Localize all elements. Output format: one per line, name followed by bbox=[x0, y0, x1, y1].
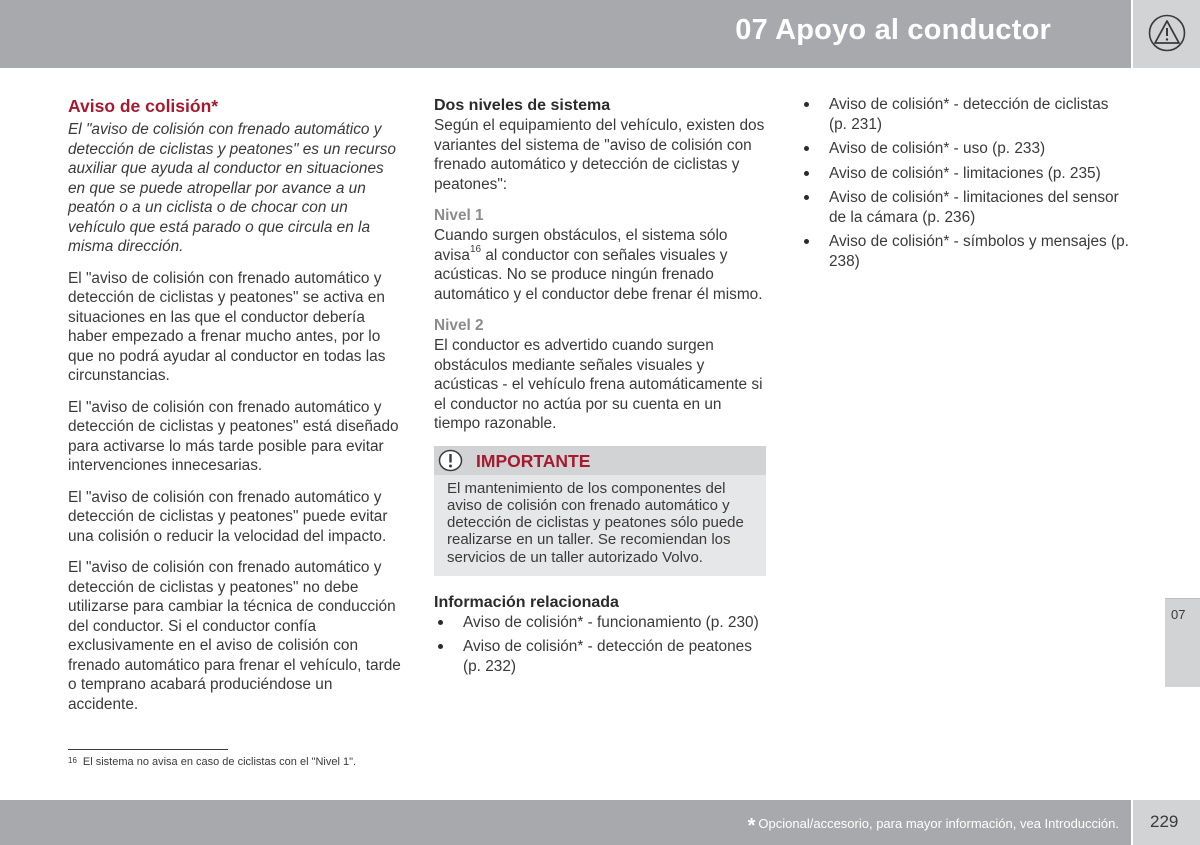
intro-paragraph: El "aviso de colisión con frenado automático y detección de ciclistas y peatones" es un recurso auxiliar que ayuda al conductor en situaciones en que se puede atropellar por avance a un peatón o a un ciclista o de chocar con un vehículo que está parado o que circula en la misma dirección. bbox=[68, 121, 396, 255]
page-number-box bbox=[1133, 800, 1200, 845]
related-list bbox=[434, 613, 766, 677]
column-left bbox=[68, 95, 403, 726]
paragraph: El "aviso de colisión con frenado automático y detección de ciclistas y peatones" no debe utilizarse para cambiar la técnica de conducción del conductor. Si el conductor confía exclusivamente en el aviso de colisión con frenado automático para frenar el vehículo, tarde o temprano acabará produciéndose un accidente. bbox=[68, 559, 401, 713]
important-text: El mantenimiento de los componentes del aviso de colisión con frenado automático y detección de ciclistas y peatones sólo puede realizarse en un taller. Se recomiendan los servicios de un taller autorizado Volvo. bbox=[447, 479, 744, 566]
related-link[interactable]: Aviso de colisión* - símbolos y mensajes (p. 238) bbox=[800, 232, 1130, 271]
chapter-side-tab[interactable] bbox=[1165, 598, 1200, 687]
exclamation-circle-icon bbox=[438, 449, 463, 472]
chapter-icon-box bbox=[1133, 0, 1200, 68]
footnote-text: El sistema no avisa en caso de ciclistas con el "Nivel 1". bbox=[82, 756, 357, 768]
level-1-title: Nivel 1 bbox=[434, 207, 484, 224]
page-number: 229 bbox=[1150, 812, 1179, 831]
footer-bar bbox=[0, 800, 1131, 845]
footnote-divider bbox=[68, 749, 228, 750]
important-title: IMPORTANTE bbox=[476, 450, 591, 471]
level-2-text: El conductor es advertido cuando surgen obstáculos mediante señales visuales y acústicas - el vehículo frena automáticamente si el conductor no actúa por su cuenta en un tiempo razonable. bbox=[434, 337, 763, 432]
related-link[interactable]: Aviso de colisión* - detección de ciclistas (p. 231) bbox=[800, 95, 1130, 134]
section-title: Aviso de colisión* bbox=[68, 96, 219, 116]
level-1-text: Cuando surgen obstáculos, el sistema sólo avisa$^{16}$ al conductor con señales visuales y acústicas. No se produce ningún frenado automático y el conductor debe frenar él mismo. bbox=[434, 227, 763, 303]
level-2-title: Nivel 2 bbox=[434, 317, 484, 334]
footnote-ref: 16 bbox=[469, 244, 482, 256]
side-tab-label: 07 bbox=[1171, 607, 1186, 622]
footer-note bbox=[748, 815, 1119, 838]
related-link[interactable]: Aviso de colisión* - detección de peatones (p. 232) bbox=[434, 637, 766, 676]
footer-note-text: Opcional/accesorio, para mayor información, vea Introducción. bbox=[758, 816, 1119, 831]
column-right bbox=[800, 95, 1130, 276]
asterisk: * bbox=[747, 815, 756, 837]
system-levels-intro: Según el equipamiento del vehículo, existen dos variantes del sistema de "aviso de colisión con frenado automático y detección de ciclistas y peatones": bbox=[434, 117, 765, 193]
related-link[interactable]: Aviso de colisión* - uso (p. 233) bbox=[800, 139, 1130, 159]
paragraph: El "aviso de colisión con frenado automático y detección de ciclistas y peatones" puede evitar una colisión o reducir la velocidad del impacto. bbox=[68, 488, 388, 545]
warning-triangle-icon bbox=[1148, 14, 1186, 52]
header-bar bbox=[0, 0, 1131, 68]
related-link[interactable]: Aviso de colisión* - limitaciones del sensor de la cámara (p. 236) bbox=[800, 188, 1130, 227]
important-header bbox=[434, 446, 766, 475]
important-note bbox=[434, 446, 766, 576]
related-info-title: Información relacionada bbox=[434, 593, 619, 611]
paragraph: El "aviso de colisión con frenado automático y detección de ciclistas y peatones" se activa en situaciones en las que el conductor debería haber empezado a frenar mucho antes, por lo que no podrá ayudar al conductor en todas las circunstancias. bbox=[68, 269, 386, 384]
related-list-continued bbox=[800, 95, 1130, 271]
footnote-number: 16 bbox=[68, 756, 77, 765]
column-middle bbox=[434, 95, 766, 681]
paragraph: El "aviso de colisión con frenado automático y detección de ciclistas y peatones" está diseñado para activarse lo más tarde posible para evitar intervenciones innecesarias. bbox=[68, 398, 399, 474]
chapter-title: 07 Apoyo al conductor bbox=[735, 14, 1051, 46]
footnote bbox=[68, 756, 356, 768]
related-link[interactable]: Aviso de colisión* - funcionamiento (p. 230) bbox=[434, 613, 766, 633]
system-levels-heading: Dos niveles de sistema bbox=[434, 97, 611, 114]
related-link[interactable]: Aviso de colisión* - limitaciones (p. 235) bbox=[800, 164, 1130, 184]
